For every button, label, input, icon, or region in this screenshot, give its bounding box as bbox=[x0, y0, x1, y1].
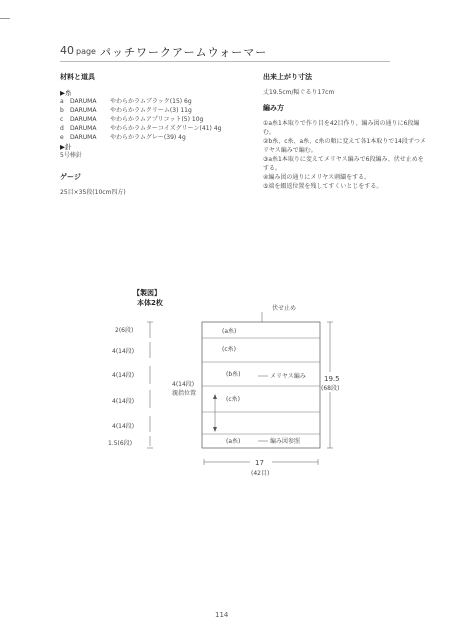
list-item: ③a糸1本取りに変えてメリヤス編みで6段編み、伏せ止めをする。 bbox=[263, 156, 424, 172]
materials-heading: 材料と道具 bbox=[60, 73, 95, 81]
list-item: a DARUMA やわらかラム ブラック(15) 6g bbox=[60, 98, 192, 105]
chart-ref-label: 編み図参照 bbox=[270, 438, 301, 445]
gauge-value: 25目×35段(10cm四方) bbox=[60, 189, 126, 196]
left-label-5: 4(14段) bbox=[112, 423, 135, 430]
list-item: b DARUMA やわらかラム クリーム(3) 11g bbox=[60, 107, 192, 114]
needle-value: 5号棒針 bbox=[60, 152, 82, 159]
height-value: 19.5 bbox=[324, 375, 340, 383]
diagram-heading: 【製図】 bbox=[133, 289, 161, 297]
page-title: パッチワークアームウォーマー bbox=[100, 46, 268, 59]
list-item: d DARUMA やわらかラム ターコイズグリーン(41) 4g bbox=[60, 125, 222, 132]
finished-size-value: 丈19.5cm/幅ぐるり17cm bbox=[263, 89, 335, 96]
left-label-4: 4(14段) bbox=[112, 398, 135, 405]
left-label-top: 2(6段) bbox=[115, 327, 134, 334]
width-stitches: (42目) bbox=[251, 470, 270, 477]
left-label-bottom: 1.5(6段) bbox=[108, 440, 133, 447]
yarn-heading: ▶糸 bbox=[60, 89, 72, 97]
needle-heading: ▶針 bbox=[60, 143, 72, 151]
thumb-position-label: 親指位置 bbox=[172, 390, 197, 397]
left-label-3: 4(14段) bbox=[112, 372, 135, 379]
body-outline bbox=[202, 322, 320, 448]
list-item: ⑤端を綴返位置を残してすくいとじをする。 bbox=[263, 183, 383, 190]
page-number-value: 40 bbox=[60, 44, 74, 57]
bind-off-label: 伏せ止め bbox=[272, 305, 297, 312]
band-label-c-upper: (c糸) bbox=[222, 346, 236, 353]
thumb-rows-label: 4(14段) bbox=[172, 381, 195, 388]
band-label-a-bottom: (a糸) bbox=[226, 438, 241, 445]
list-item: ①a糸1本取りで作り目を42目作り、編み図の通りに6段編む。 bbox=[263, 120, 420, 136]
finished-size-heading: 出来上がり寸法 bbox=[263, 73, 312, 81]
stockinette-label: メリヤス編み bbox=[270, 373, 306, 380]
list-item: e DARUMA やわらかラム グレー(39) 4g bbox=[60, 134, 186, 141]
footer-page-number: 114 bbox=[215, 611, 229, 619]
band-label-b: (b糸) bbox=[226, 371, 241, 378]
list-item: ④編み図の通りにメリヤス刺繍をする。 bbox=[263, 174, 371, 181]
thumb-arrow-down bbox=[213, 427, 217, 432]
width-value: 17 bbox=[255, 459, 264, 467]
method-heading: 編み方 bbox=[263, 104, 284, 112]
page-word: page bbox=[76, 47, 96, 56]
thumb-arrow-up bbox=[213, 394, 217, 399]
left-dimension bbox=[147, 322, 153, 448]
band-label-a-top: (a糸) bbox=[222, 328, 237, 335]
gauge-heading: ゲージ bbox=[60, 173, 81, 181]
diagram-subheading: 本体2枚 bbox=[137, 299, 163, 307]
list-item: c DARUMA やわらかラム アプリコット(5) 10g bbox=[60, 116, 204, 123]
band-label-c-lower: (c糸) bbox=[226, 396, 240, 403]
left-label-2: 4(14段) bbox=[112, 348, 135, 355]
height-rows: (68段) bbox=[321, 385, 340, 392]
list-item: ②b糸、c糸、a糸、c糸の順に変えて各1本取りで14段ずつメリヤス編みで編む。 bbox=[263, 138, 426, 154]
